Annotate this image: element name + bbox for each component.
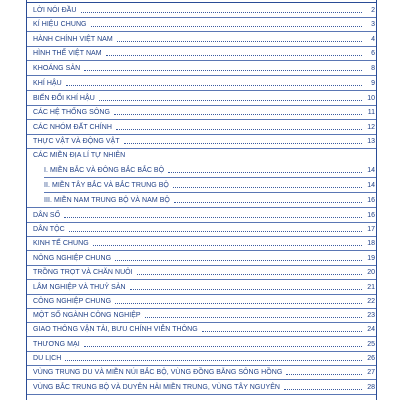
toc-page-number: 24 (367, 326, 375, 333)
toc-entry-dan-toc[interactable] (33, 222, 375, 234)
toc-entry-label: HÀNH CHÍNH VIỆT NAM (33, 36, 113, 43)
leader-dots (202, 330, 362, 332)
toc-entry-loi-noi-dau[interactable] (33, 3, 375, 15)
toc-entry-label: III. MIỀN NAM TRUNG BỘ VÀ NAM BỘ (44, 197, 170, 204)
toc-entry-label: LỜI NÓI ĐẦU (33, 7, 77, 14)
toc-page-number: 13 (367, 138, 375, 145)
toc-entry-lam-nghiep-va-thuy-san[interactable] (33, 280, 375, 292)
leader-dots (99, 99, 362, 101)
toc-page-number: 10 (367, 95, 375, 102)
toc-entry-thuc-vat-va-dong-vat[interactable] (33, 134, 375, 146)
toc-entry-label: MỘT SỐ NGÀNH CÔNG NGHIỆP (33, 312, 141, 319)
leader-dots (93, 244, 362, 246)
toc-page-number: 9 (371, 80, 375, 87)
toc-entry-nong-nghiep-chung[interactable] (33, 251, 375, 263)
toc-entry-mot-so-nganh-cong-nghiep[interactable] (33, 308, 375, 320)
toc-page-number: 23 (367, 312, 375, 319)
toc-page-number: 20 (367, 269, 375, 276)
toc-entry-label: CÁC MIỀN ĐỊA LÍ TỰ NHIÊN (33, 152, 126, 159)
leader-dots (286, 373, 362, 375)
toc-entry-label: CÔNG NGHIỆP CHUNG (33, 298, 112, 305)
toc-page-number: 19 (367, 255, 375, 262)
leader-dots (81, 11, 362, 13)
toc-page-number: 3 (371, 21, 375, 28)
toc-entry-cac-he-thong-song[interactable] (33, 105, 375, 117)
toc-page-number: 8 (371, 65, 375, 72)
toc-entry-giao-thong-van-tai[interactable] (33, 322, 375, 334)
toc-entry-label: TRỒNG TRỌT VÀ CHĂN NUÔI (33, 269, 133, 276)
toc-page-number: 12 (367, 124, 375, 131)
toc-entry-cac-mien-dia-li-tu-nhien[interactable] (33, 148, 375, 160)
toc-subentry-mien-bac-va-dong-bac-bac-bo[interactable] (44, 163, 375, 175)
leader-dots (106, 54, 362, 56)
toc-page-number: 2 (371, 7, 375, 14)
toc-entry-label: GIAO THÔNG VẬN TẢI, BƯU CHÍNH VIỄN THÔNG (33, 326, 198, 333)
toc-entry-label: VÙNG BẮC TRUNG BỘ VÀ DUYÊN HẢI MIỀN TRUNG, VÙNG TÂY NGUYÊN (33, 384, 281, 391)
toc-page-number: 21 (367, 284, 375, 291)
toc-page-number: 18 (367, 240, 375, 247)
toc-entry-label: KHOÁNG SẢN (33, 65, 81, 72)
toc-entry-kinh-te-chung[interactable] (33, 236, 375, 248)
leader-dots (114, 113, 362, 115)
toc-entry-bien-doi-khi-hau[interactable] (33, 91, 375, 103)
toc-entry-label: I. MIỀN BẮC VÀ ĐÔNG BẮC BẮC BỘ (44, 167, 165, 174)
toc-entry-label: DÂN TỘC (33, 226, 65, 233)
toc-page-number: 16 (367, 212, 375, 219)
leader-dots (117, 40, 362, 42)
toc-entry-cong-nghiep-chung[interactable] (33, 294, 375, 306)
toc-entry-khi-hau[interactable] (33, 76, 375, 88)
toc-page-number: 26 (367, 355, 375, 362)
toc-entry-label: NÔNG NGHIỆP CHUNG (33, 255, 112, 262)
leader-dots (66, 84, 362, 86)
toc-page-number: 14 (367, 167, 375, 174)
toc-page-number: 28 (367, 384, 375, 391)
toc-entry-ki-hieu-chung[interactable] (33, 17, 375, 29)
toc-page-number: 27 (367, 369, 375, 376)
toc-entry-label: DÂN SỐ (33, 212, 61, 219)
toc-entry-label: CÁC HỆ THỐNG SÔNG (33, 109, 110, 116)
leader-dots (124, 142, 362, 144)
leader-dots (116, 128, 362, 130)
toc-entry-label: LÂM NGHIỆP VÀ THUỶ SẢN (33, 284, 126, 291)
leader-dots (84, 345, 362, 347)
toc-entry-trong-trot-va-chan-nuoi[interactable] (33, 265, 375, 277)
toc-entry-dan-so[interactable] (33, 208, 375, 220)
leader-dots (64, 216, 362, 218)
toc-page-number: 22 (367, 298, 375, 305)
leader-dots (69, 230, 362, 232)
toc-entry-vung-bac-trung-bo-va-tay-nguyen[interactable] (33, 380, 375, 392)
leader-dots (84, 69, 362, 71)
leader-dots (137, 273, 362, 275)
toc-entry-label: II. MIỀN TÂY BẮC VÀ BẮC TRUNG BỘ (44, 182, 169, 189)
toc-entry-label: THỰC VẬT VÀ ĐỘNG VẬT (33, 138, 120, 145)
toc-entry-label: THƯƠNG MẠI (33, 341, 80, 348)
toc-subentry-mien-tay-bac-va-bac-trung-bo[interactable] (44, 178, 375, 190)
leader-dots (65, 359, 362, 361)
leader-dots (174, 201, 362, 203)
leader-dots (115, 302, 362, 304)
toc-page-number: 16 (367, 197, 375, 204)
toc-entry-hinh-the-viet-nam[interactable] (33, 46, 375, 58)
row-divider (27, 394, 376, 395)
toc-entry-label: KÍ HIỆU CHUNG (33, 21, 87, 28)
toc-page-number: 11 (367, 109, 375, 116)
toc-entry-label: HÌNH THỂ VIỆT NAM (33, 50, 102, 57)
toc-page-number: 25 (367, 341, 375, 348)
toc-entry-label: BIẾN ĐỔI KHÍ HẬU (33, 95, 95, 102)
toc-entry-vung-trung-du-va-mien-nui-bac-bo[interactable] (33, 365, 375, 377)
leader-dots (130, 288, 362, 290)
toc-entry-du-lich[interactable] (33, 351, 375, 363)
toc-subentry-mien-nam-trung-bo-va-nam-bo[interactable] (44, 193, 375, 205)
leader-dots (284, 388, 362, 390)
leader-dots (168, 171, 362, 173)
toc-entry-cac-nhom-dat-chinh[interactable] (33, 120, 375, 132)
toc-entry-label: KHÍ HẬU (33, 80, 62, 87)
toc-entry-khoang-san[interactable] (33, 61, 375, 73)
leader-dots (91, 25, 362, 27)
toc-page-number: 17 (367, 226, 375, 233)
toc-page-number: 6 (371, 50, 375, 57)
toc-entry-label: KINH TẾ CHUNG (33, 240, 89, 247)
toc-page-number: 14 (367, 182, 375, 189)
leader-dots (115, 259, 362, 261)
leader-dots (145, 316, 362, 318)
toc-entry-hanh-chinh-viet-nam[interactable] (33, 32, 375, 44)
toc-entry-thuong-mai[interactable] (33, 337, 375, 349)
toc-page-number: 4 (371, 36, 375, 43)
toc-entry-label: DU LỊCH (33, 355, 62, 362)
leader-dots (173, 186, 362, 188)
toc-entry-label: CÁC NHÓM ĐẤT CHÍNH (33, 124, 112, 131)
toc-entry-label: VÙNG TRUNG DU VÀ MIỀN NÚI BẮC BỘ, VÙNG ĐỒNG BẰNG SÔNG HỒNG (33, 369, 283, 376)
